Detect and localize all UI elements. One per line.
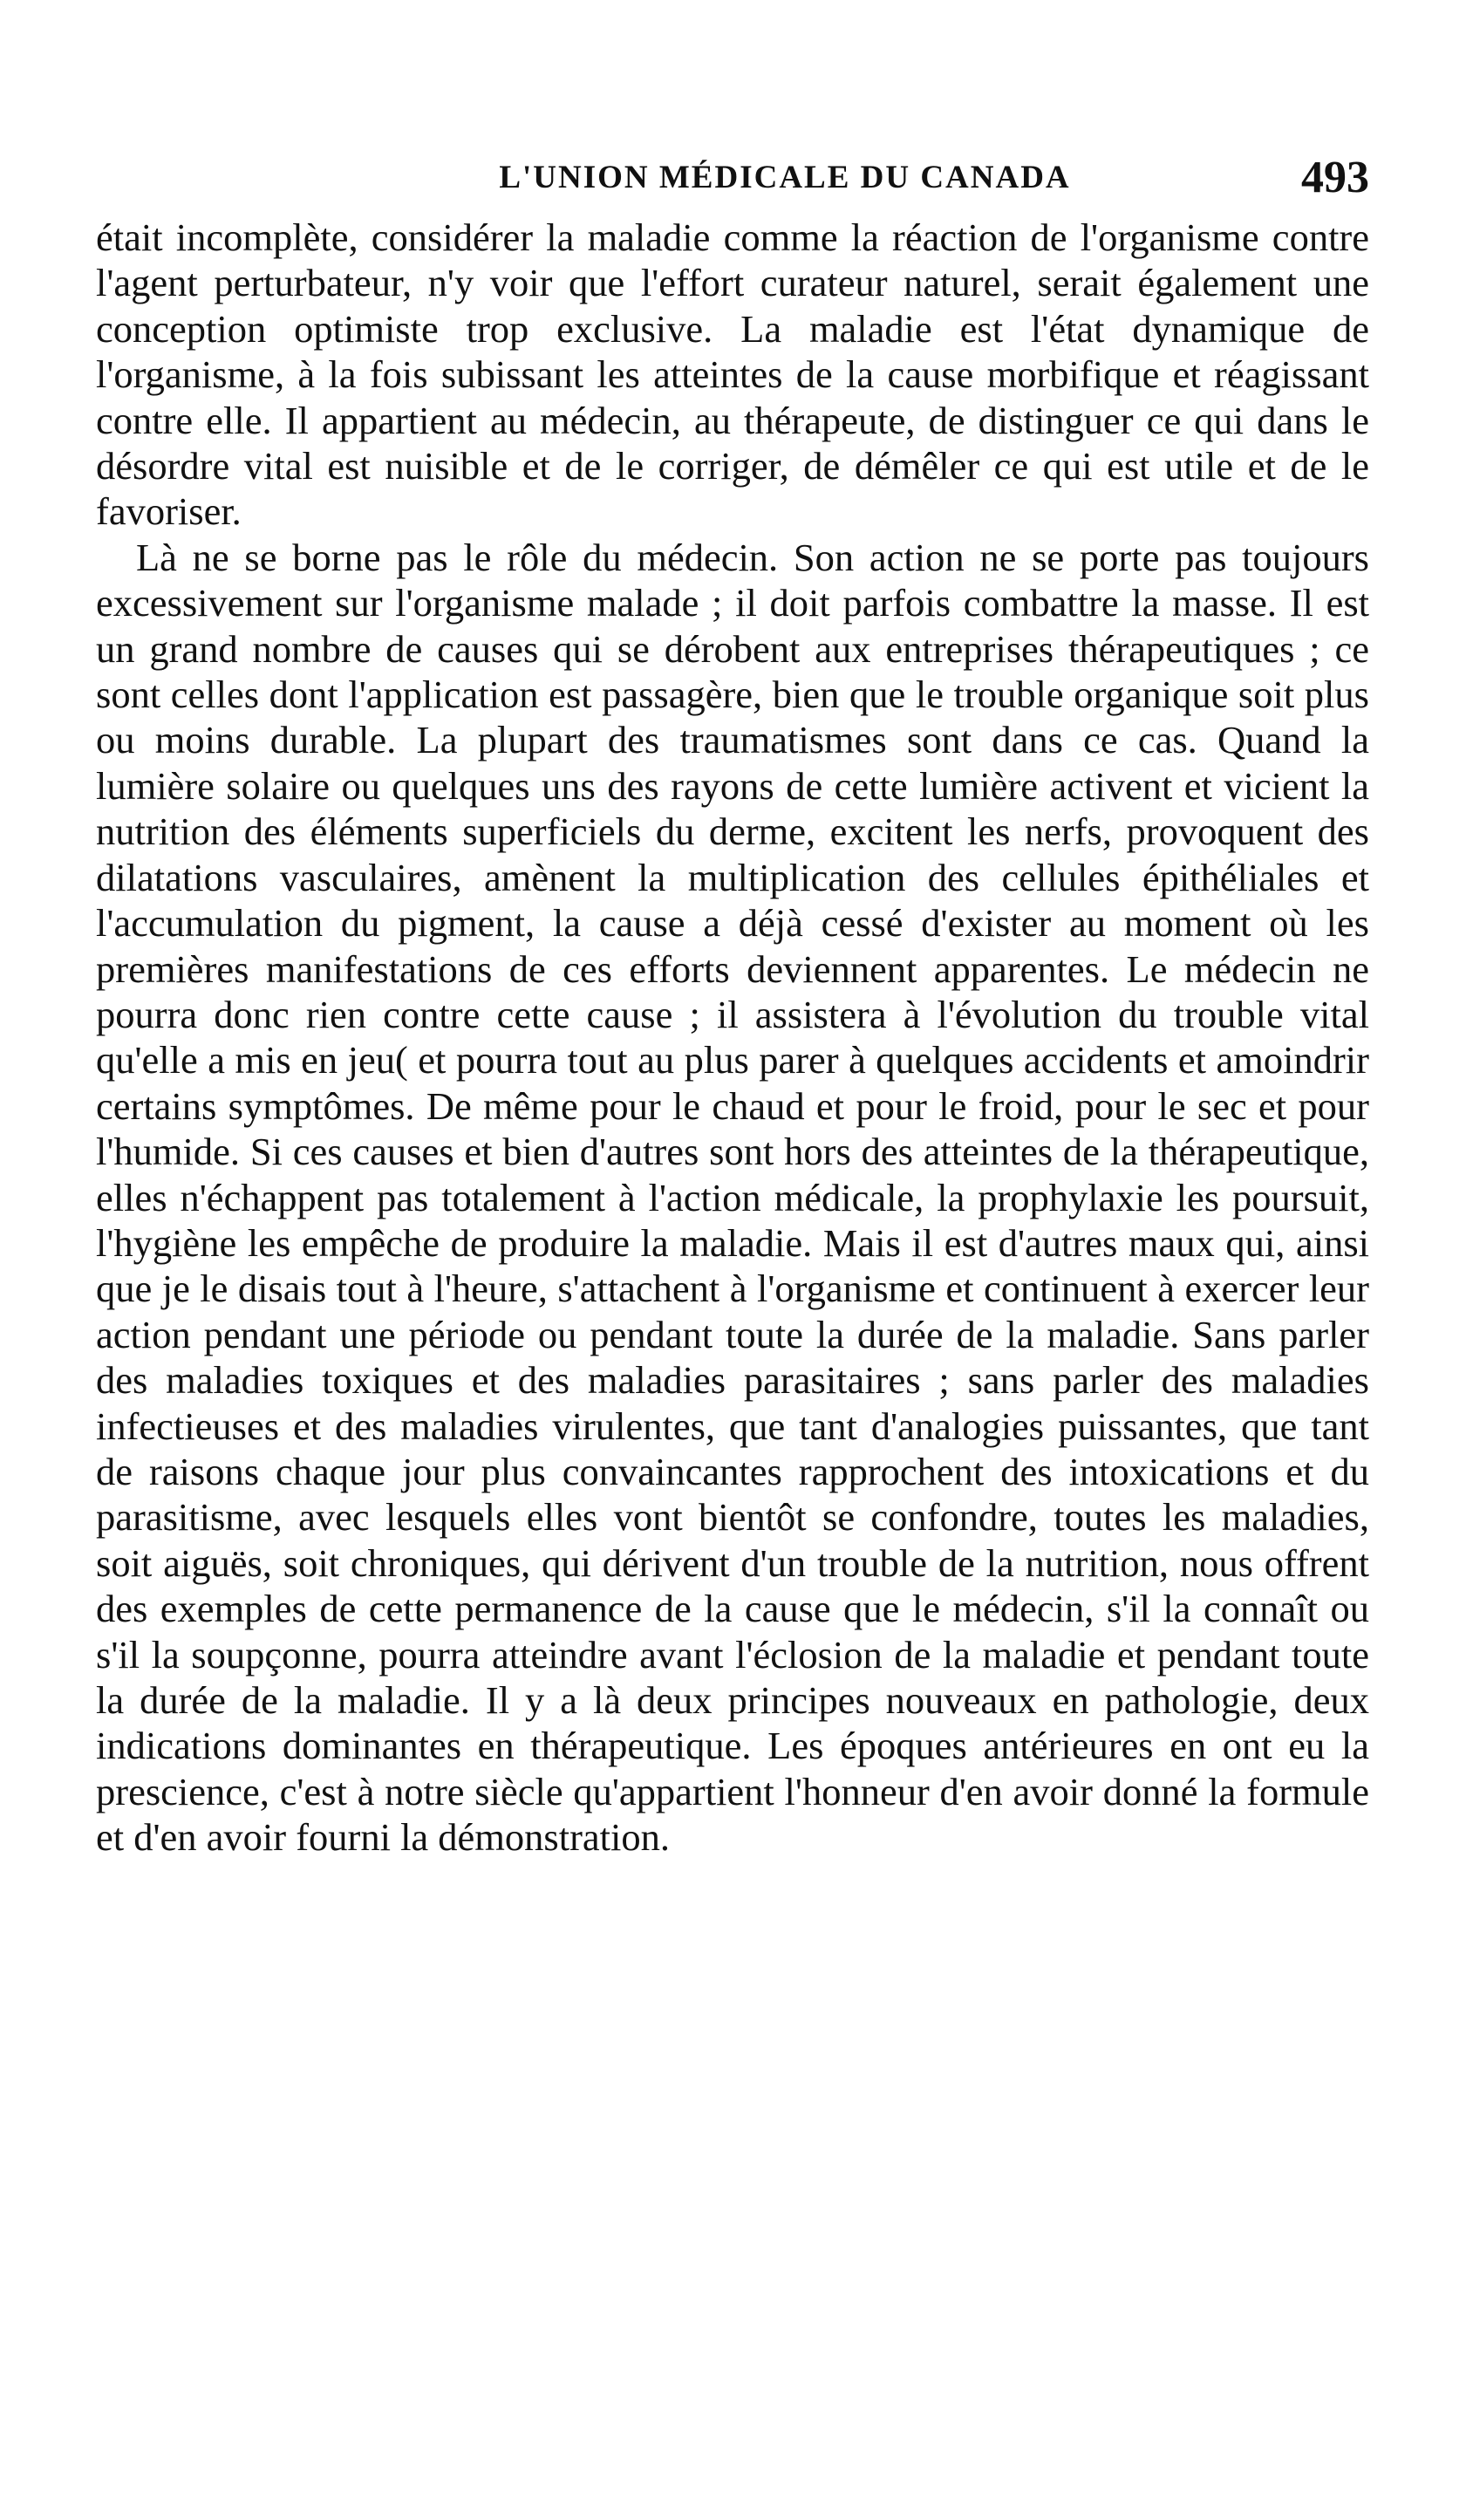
page-number: 493 xyxy=(1301,153,1369,202)
book-page xyxy=(96,140,1369,1861)
body-text xyxy=(96,215,1369,1861)
running-head xyxy=(96,140,1369,209)
running-title: L'UNION MÉDICALE DU CANADA xyxy=(499,160,1071,195)
paragraph-2: Là ne se borne pas le rôle du médecin. Son action ne se porte pas toujours excessivement sur l'organisme malade ; il doit parfois combattre la masse. Il est un grand nombre de causes qui se dérobent aux entreprises thérapeutiques ; ce sont celles dont l'application est passagère, bien que le trouble organique soit plus ou moins durable. La plupart des traumatismes sont dans ce cas. Quand la lumière solaire ou quelques uns des rayons de cette lumière activent et vicient la nutrition des éléments superficiels du derme, excitent les nerfs, provoquent des dilatations vasculaires, amènent la multiplication des cellules épithéliales et l'accumulation du pigment, la cause a déjà cessé d'exister au moment où les premières manifestations de ces efforts deviennent apparentes. Le médecin ne pourra donc rien contre cette cause ; il assistera à l'évolution du trouble vital qu'elle a mis en jeu( et pourra tout au plus parer à quelques accidents et amoindrir certains symptômes. De même pour le chaud et pour le froid, pour le sec et pour l'humide. Si ces causes et bien d'autres sont hors des atteintes de la thérapeutique, elles n'échappent pas totalement à l'action médicale, la prophylaxie les poursuit, l'hygiène les empêche de produire la maladie. Mais il est d'autres maux qui, ainsi que je le disais tout à l'heure, s'attachent à l'organisme et continuent à exercer leur action pendant une période ou pendant toute la durée de la maladie. Sans parler des maladies toxiques et des maladies parasitaires ; sans parler des maladies infectieuses et des maladies virulentes, que tant d'analogies puissantes, que tant de raisons chaque jour plus convaincantes rapprochent des intoxications et du parasitisme, avec lesquels elles vont bientôt se confondre, toutes les maladies, soit aiguës, soit chroniques, qui dérivent d'un trouble de la nutrition, nous offrent des exemples de cette permanence de la cause que le médecin, s'il la connaît ou s'il la soupçonne, pourra atteindre avant l'éclosion de la maladie et pendant toute la durée de la maladie. Il y a là deux principes nouveaux en pathologie, deux indications dominantes en thérapeutique. Les époques antérieures en ont eu la prescience, c'est à notre siècle qu'appartient l'honneur d'en avoir donné la formule et d'en avoir fourni la démonstration. xyxy=(96,535,1369,1860)
paragraph-1: était incomplète, considérer la maladie comme la réaction de l'organisme contre l'agent perturbateur, n'y voir que l'effort curateur naturel, serait également une conception optimiste trop exclusive. La maladie est l'état dynamique de l'organisme, à la fois subissant les atteintes de la cause morbifique et réagissant contre elle. Il appartient au médecin, au thérapeute, de distinguer ce qui dans le désordre vital est nuisible et de le corriger, de démêler ce qui est utile et de le favoriser. xyxy=(96,215,1369,534)
